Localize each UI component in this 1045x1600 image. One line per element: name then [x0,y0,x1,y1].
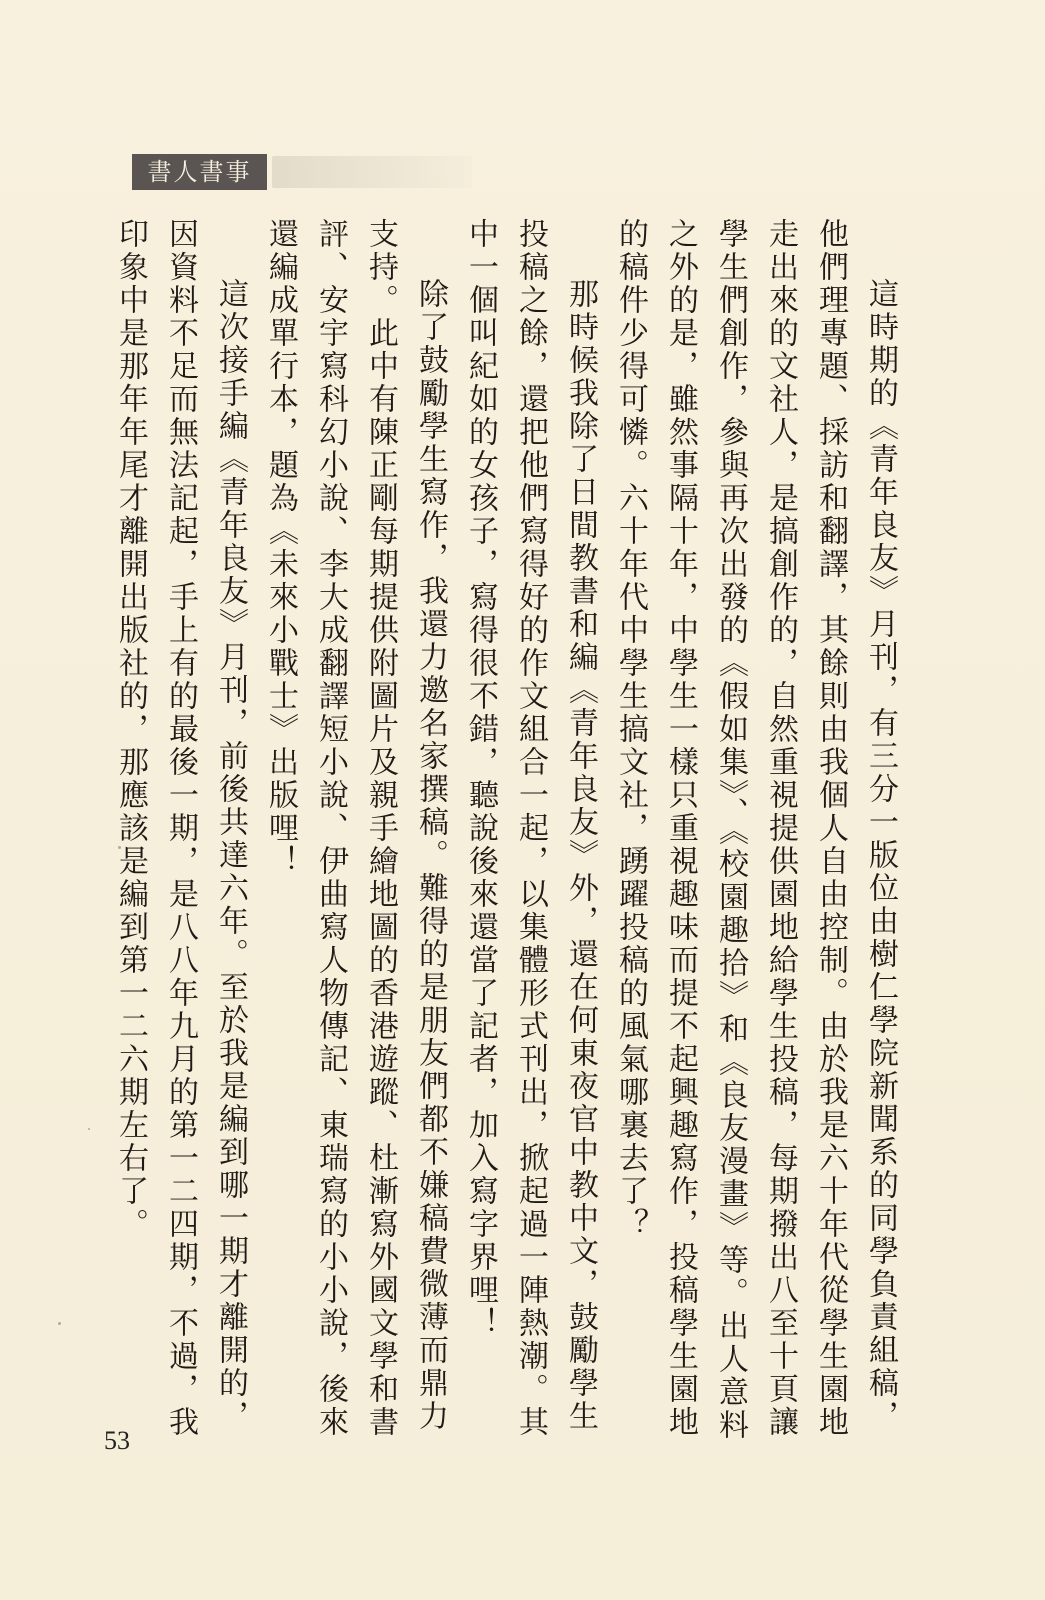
paper-speck [118,846,121,849]
page-number: 53 [104,1426,130,1455]
running-head-shadow [272,156,472,188]
paper-speck [58,1322,61,1325]
paper-speck [88,1128,90,1130]
paragraph: 這時期的《青年良友》月刊，有三分一版位由樹仁學院新聞系的同學負責組稿，他們理專題、採訪和翻譯，其餘則由我個人自由控制。由於我是六十年代從學生園地走出來的文社人，是搞創作的，自然重視提供園地給學生投稿，每期撥出八至十頁讓學生們創作，參與再次出發的《假如集》、《校園趣拾》和《良友漫畫》等。出人意料之外的是，雖然事隔十年，中學生一樣只重視趣味而提不起興趣寫作，投稿學生園地的稿件少得可憐。六十年代中學生搞文社，踴躍投稿的風氣哪裏去了？ [613,218,898,1442]
running-head-title: 書人書事 [132,154,267,190]
paragraph: 那時候我除了日間教書和編《青年良友》外，還在何東夜官中教中文，鼓勵學生投稿之餘，還把他們寫得好的作文組合一起，以集體形式刊出，掀起過一陣熱潮。其中一個叫紀如的女孩子，寫得很不錯，聽說後來還當了記者，加入寫字界哩！ [463,218,598,1439]
paragraph: 除了鼓勵學生寫作，我還力邀名家撰稿。難得的是朋友們都不嫌稿費微薄而鼎力支持。此中有陳正剛每期提供附圖片及親手繪地圖的香港遊蹤、杜漸寫外國文學和書評、安宇寫科幻小說、李大成翻譯短小說、伊曲寫人物傳記、東瑞寫的小小說，後來還編成單行本，題為《未來小戰士》出版哩！ [263,218,448,1439]
paragraph: 這次接手編《青年良友》月刊，前後共達六年。至於我是編到哪一期才離開的，因資料不足而無法記起，手上有的最後一期，是八八年九月的第一二四期，不過，我印象中是那年年尾才離開出版社的，那應該是編到第一二六期左右了。 [113,218,248,1439]
